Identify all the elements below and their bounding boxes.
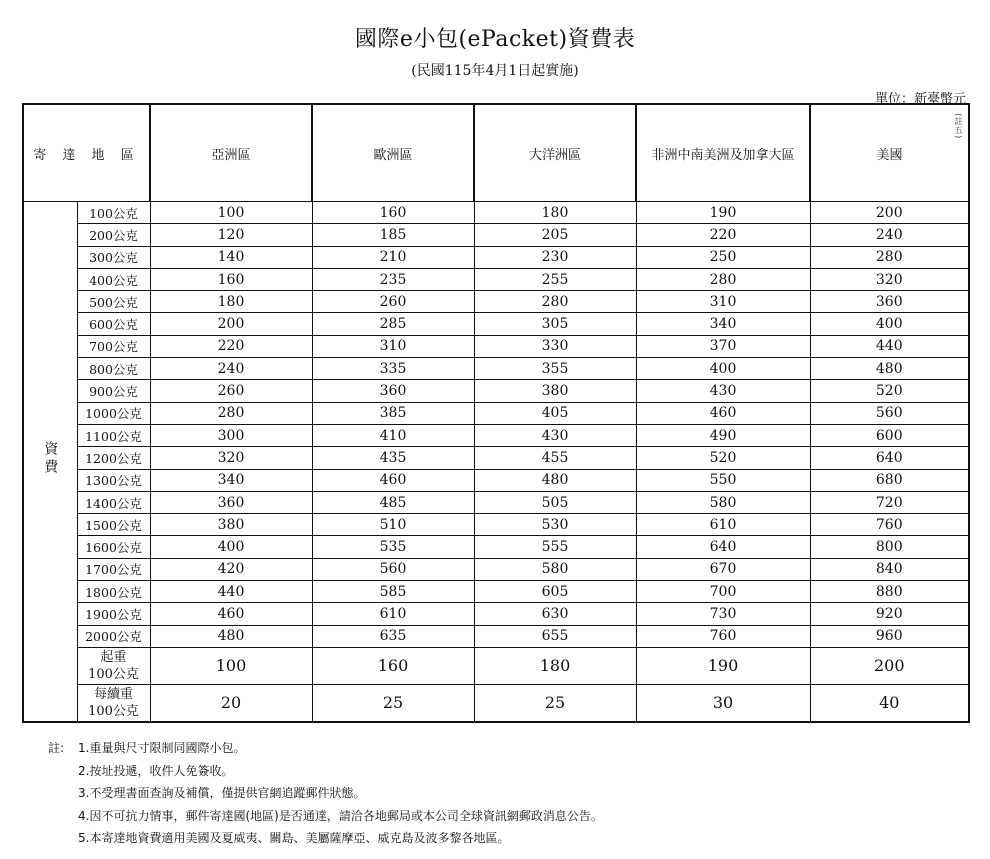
table-row bbox=[23, 291, 969, 313]
rate-cell: 320 bbox=[150, 447, 312, 469]
rate-cell: 655 bbox=[474, 625, 636, 647]
weight-label: 300公克 bbox=[77, 246, 150, 268]
base-weight-row bbox=[23, 647, 969, 684]
rate-cell: 405 bbox=[474, 402, 636, 424]
weight-label: 1100公克 bbox=[77, 424, 150, 446]
rate-cell: 340 bbox=[150, 469, 312, 491]
rate-cell: 730 bbox=[636, 603, 810, 625]
weight-label: 1900公克 bbox=[77, 603, 150, 625]
rate-cell: 320 bbox=[810, 268, 969, 290]
weight-label: 1700公克 bbox=[77, 558, 150, 580]
rate-cell: 280 bbox=[150, 402, 312, 424]
col-oceania: 大洋洲區 bbox=[474, 104, 636, 202]
rate-cell: 185 bbox=[312, 224, 474, 246]
rate-cell: 240 bbox=[150, 358, 312, 380]
extra-weight-row bbox=[23, 684, 969, 722]
rate-cell: 25 bbox=[312, 684, 474, 722]
rate-cell: 25 bbox=[474, 684, 636, 722]
rate-cell: 385 bbox=[312, 402, 474, 424]
notes bbox=[48, 737, 603, 850]
rate-cell: 30 bbox=[636, 684, 810, 722]
weight-label: 700公克 bbox=[77, 335, 150, 357]
weight-label: 1800公克 bbox=[77, 581, 150, 603]
rate-cell: 240 bbox=[810, 224, 969, 246]
fee-label bbox=[23, 202, 77, 722]
note-text: 1.重量與尺寸限制同國際小包。 bbox=[78, 741, 246, 755]
rate-cell: 200 bbox=[150, 313, 312, 335]
rate-cell: 310 bbox=[312, 335, 474, 357]
table-row bbox=[23, 581, 969, 603]
weight-label-line: 100公克 bbox=[88, 666, 139, 682]
rate-cell: 160 bbox=[312, 647, 474, 684]
table-row bbox=[23, 335, 969, 357]
currency-unit: 單位：新臺幣元 bbox=[874, 92, 966, 107]
note-item bbox=[48, 737, 603, 760]
rate-cell: 485 bbox=[312, 491, 474, 513]
rate-cell: 480 bbox=[474, 469, 636, 491]
weight-label: 1200公克 bbox=[77, 447, 150, 469]
weight-label: 1000公克 bbox=[77, 402, 150, 424]
table-row bbox=[23, 491, 969, 513]
rate-cell: 120 bbox=[150, 224, 312, 246]
weight-label: 900公克 bbox=[77, 380, 150, 402]
table-row bbox=[23, 603, 969, 625]
rate-cell: 580 bbox=[474, 558, 636, 580]
rate-cell: 480 bbox=[810, 358, 969, 380]
weight-label-line: 每續重 bbox=[93, 686, 133, 702]
rate-cell: 760 bbox=[636, 625, 810, 647]
rate-table bbox=[22, 103, 970, 723]
rate-cell: 490 bbox=[636, 424, 810, 446]
weight-label: 1300公克 bbox=[77, 469, 150, 491]
weight-label bbox=[77, 647, 150, 684]
table-row bbox=[23, 358, 969, 380]
rate-cell: 300 bbox=[150, 424, 312, 446]
rate-cell: 585 bbox=[312, 581, 474, 603]
rate-cell: 180 bbox=[474, 202, 636, 224]
rate-cell: 200 bbox=[810, 202, 969, 224]
rate-cell: 670 bbox=[636, 558, 810, 580]
rate-cell: 920 bbox=[810, 603, 969, 625]
rate-cell: 630 bbox=[474, 603, 636, 625]
rate-cell: 400 bbox=[810, 313, 969, 335]
effective-date: (民國115年4月1日起實施) bbox=[411, 63, 579, 79]
table-row bbox=[23, 268, 969, 290]
rate-cell: 720 bbox=[810, 491, 969, 513]
table-row bbox=[23, 558, 969, 580]
rate-cell: 160 bbox=[312, 202, 474, 224]
rate-cell: 280 bbox=[474, 291, 636, 313]
rate-cell: 260 bbox=[150, 380, 312, 402]
rate-cell: 440 bbox=[810, 335, 969, 357]
note-five-marker: (註五) bbox=[954, 113, 963, 140]
rate-cell: 40 bbox=[810, 684, 969, 722]
table-row bbox=[23, 246, 969, 268]
col-europe: 歐洲區 bbox=[312, 104, 474, 202]
rate-cell: 430 bbox=[474, 424, 636, 446]
note-item: 2.按址投遞，收件人免簽收。 bbox=[78, 763, 234, 778]
rate-cell: 230 bbox=[474, 246, 636, 268]
rate-cell: 430 bbox=[636, 380, 810, 402]
rate-cell: 360 bbox=[312, 380, 474, 402]
rate-cell: 180 bbox=[474, 647, 636, 684]
table-row bbox=[23, 402, 969, 424]
rate-cell: 610 bbox=[312, 603, 474, 625]
weight-label: 400公克 bbox=[77, 268, 150, 290]
col-usa-label: 美國 bbox=[876, 147, 903, 163]
rate-cell: 400 bbox=[150, 536, 312, 558]
rate-cell: 380 bbox=[474, 380, 636, 402]
table-row bbox=[23, 202, 969, 224]
rate-cell: 550 bbox=[636, 469, 810, 491]
rate-cell: 960 bbox=[810, 625, 969, 647]
rate-cell: 880 bbox=[810, 581, 969, 603]
note-item: 3.不受理書面查詢及補償，僅提供官網追蹤郵件狀態。 bbox=[78, 786, 366, 800]
rate-cell: 560 bbox=[312, 558, 474, 580]
rate-cell: 640 bbox=[636, 536, 810, 558]
rate-cell: 700 bbox=[636, 581, 810, 603]
rate-cell: 505 bbox=[474, 491, 636, 513]
rate-cell: 285 bbox=[312, 313, 474, 335]
rate-cell: 310 bbox=[636, 291, 810, 313]
table-row bbox=[23, 424, 969, 446]
table-row bbox=[23, 514, 969, 536]
col-usa bbox=[810, 104, 969, 202]
weight-label: 100公克 bbox=[77, 202, 150, 224]
rate-cell: 180 bbox=[150, 291, 312, 313]
fee-label-text: 資費 bbox=[42, 441, 59, 478]
rate-cell: 680 bbox=[810, 469, 969, 491]
rate-cell: 610 bbox=[636, 514, 810, 536]
weight-label: 2000公克 bbox=[77, 625, 150, 647]
table-row bbox=[23, 224, 969, 246]
rate-cell: 360 bbox=[810, 291, 969, 313]
rate-cell: 380 bbox=[150, 514, 312, 536]
rate-cell: 455 bbox=[474, 447, 636, 469]
rate-cell: 530 bbox=[474, 514, 636, 536]
rate-cell: 190 bbox=[636, 647, 810, 684]
rate-cell: 250 bbox=[636, 246, 810, 268]
rate-cell: 560 bbox=[810, 402, 969, 424]
rate-cell: 460 bbox=[150, 603, 312, 625]
rate-cell: 210 bbox=[312, 246, 474, 268]
rate-cell: 635 bbox=[312, 625, 474, 647]
weight-label: 1400公克 bbox=[77, 491, 150, 513]
rate-cell: 255 bbox=[474, 268, 636, 290]
rate-cell: 460 bbox=[636, 402, 810, 424]
rate-cell: 20 bbox=[150, 684, 312, 722]
rate-cell: 605 bbox=[474, 581, 636, 603]
rate-cell: 580 bbox=[636, 491, 810, 513]
rate-cell: 440 bbox=[150, 581, 312, 603]
rate-cell: 370 bbox=[636, 335, 810, 357]
rate-cell: 280 bbox=[636, 268, 810, 290]
rate-cell: 535 bbox=[312, 536, 474, 558]
notes-lead: 註: bbox=[48, 741, 65, 755]
rate-cell: 140 bbox=[150, 246, 312, 268]
rate-cell: 480 bbox=[150, 625, 312, 647]
rate-cell: 280 bbox=[810, 246, 969, 268]
table-row bbox=[23, 380, 969, 402]
rate-cell: 260 bbox=[312, 291, 474, 313]
weight-label-line: 100公克 bbox=[88, 703, 139, 719]
rate-cell: 410 bbox=[312, 424, 474, 446]
weight-label: 500公克 bbox=[77, 291, 150, 313]
rate-cell: 200 bbox=[810, 647, 969, 684]
rate-cell: 840 bbox=[810, 558, 969, 580]
table-row bbox=[23, 625, 969, 647]
weight-label: 800公克 bbox=[77, 358, 150, 380]
rate-cell: 555 bbox=[474, 536, 636, 558]
header-row bbox=[23, 104, 969, 202]
rate-cell: 510 bbox=[312, 514, 474, 536]
weight-label bbox=[77, 684, 150, 722]
note-item: 5.本寄達地資費適用美國及夏威夷、關島、美屬薩摩亞、威克島及波多黎各地區。 bbox=[78, 831, 510, 845]
weight-label: 1500公克 bbox=[77, 514, 150, 536]
col-africa-latam-canada: 非洲中南美洲及加拿大區 bbox=[636, 104, 810, 202]
rate-cell: 100 bbox=[150, 647, 312, 684]
weight-label: 1600公克 bbox=[77, 536, 150, 558]
rate-cell: 305 bbox=[474, 313, 636, 335]
rate-cell: 760 bbox=[810, 514, 969, 536]
table-row bbox=[23, 536, 969, 558]
rate-cell: 520 bbox=[810, 380, 969, 402]
rate-cell: 355 bbox=[474, 358, 636, 380]
table-row bbox=[23, 313, 969, 335]
rate-cell: 600 bbox=[810, 424, 969, 446]
rate-cell: 420 bbox=[150, 558, 312, 580]
rate-cell: 330 bbox=[474, 335, 636, 357]
rate-cell: 100 bbox=[150, 202, 312, 224]
col-asia: 亞洲區 bbox=[150, 104, 312, 202]
rate-cell: 190 bbox=[636, 202, 810, 224]
rate-cell: 160 bbox=[150, 268, 312, 290]
rate-cell: 340 bbox=[636, 313, 810, 335]
rate-cell: 360 bbox=[150, 491, 312, 513]
rate-cell: 435 bbox=[312, 447, 474, 469]
rate-cell: 800 bbox=[810, 536, 969, 558]
weight-label: 600公克 bbox=[77, 313, 150, 335]
rate-cell: 220 bbox=[636, 224, 810, 246]
rate-cell: 400 bbox=[636, 358, 810, 380]
rate-cell: 220 bbox=[150, 335, 312, 357]
rate-cell: 205 bbox=[474, 224, 636, 246]
rate-cell: 640 bbox=[810, 447, 969, 469]
note-item: 4.因不可抗力情事，郵件寄達國(地區)是否通達，請洽各地郵局或本公司全球資訊網郵政消息公告。 bbox=[78, 808, 603, 823]
page-title: 國際e小包(ePacket)資費表 bbox=[354, 27, 636, 52]
destination-header: 寄 達 地 區 bbox=[23, 104, 150, 202]
rate-cell: 520 bbox=[636, 447, 810, 469]
rate-cell: 335 bbox=[312, 358, 474, 380]
rate-cell: 235 bbox=[312, 268, 474, 290]
weight-label-line: 起重 bbox=[100, 649, 127, 665]
table-row bbox=[23, 469, 969, 491]
table-row bbox=[23, 447, 969, 469]
weight-label: 200公克 bbox=[77, 224, 150, 246]
rate-cell: 460 bbox=[312, 469, 474, 491]
